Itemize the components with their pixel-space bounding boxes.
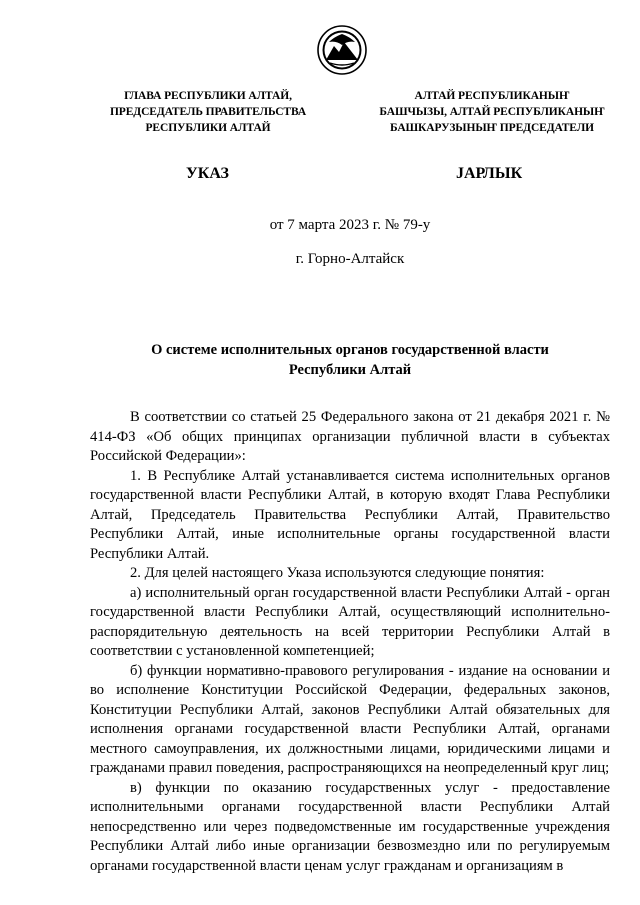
header-left	[88, 88, 328, 136]
header-left-line: ГЛАВА РЕСПУБЛИКИ АЛТАЙ,	[124, 90, 292, 102]
body-paragraph: в) функции по оказанию государственных услуг - предоставление исполнительными органами государственной власти Республики Алтай непосредственно или через подведомственные им государственные учреждения Республики Алтай либо иные организации безвозмездно или по регулируемым органами государственной власти ценам услуг гражданам и организациям в	[90, 779, 610, 874]
header-left-line: РЕСПУБЛИКИ АЛТАЙ	[145, 122, 271, 134]
body-paragraph: а) исполнительный орган государственной власти Республики Алтай - орган государственной власти Республики Алтай, осуществляющий исполнительно-распорядительную деятельность на всей территории Республики Алтай в соответствии с установленной компетенцией;	[90, 584, 610, 659]
decree-body	[90, 408, 610, 876]
body-paragraph: 1. В Республике Алтай устанавливается система исполнительных органов государственной власти Республики Алтай, в которую входят Глава Республики Алтай, Председатель Правительства Республики Алтай, Правительство Республики Алтай, иные исполнительные органы государственной власти Республики Алтай.	[90, 467, 610, 562]
header-right-line: БАШЧЫЗЫ, АЛТАЙ РЕСПУБЛИКАНЫҤ	[379, 106, 605, 118]
altai-emblem-icon	[317, 24, 367, 76]
decree-subject-line: О системе исполнительных органов государственной власти	[151, 342, 549, 358]
decree-title-altai: JАРЛЫК	[456, 165, 523, 182]
header-left-line: ПРЕДСЕДАТЕЛЬ ПРАВИТЕЛЬСТВА	[109, 106, 307, 118]
decree-subject-line: Республики Алтай	[288, 362, 412, 378]
decree-subject	[90, 340, 610, 380]
body-paragraph: б) функции нормативно-правового регулирования - издание на основании и во исполнение Конституции Российской Федерации, федеральных законов, Конституции Республики Алтай, законов Республики Алтай обязательных для исполнения органами государственной власти Республики Алтай, органами местного самоуправления, их должностными лицами, юридическими лицами и гражданами правил поведения, распространяющихся на неопределенный круг лиц;	[90, 662, 610, 776]
header-right-line: АЛТАЙ РЕСПУБЛИКАНЫҤ	[414, 90, 570, 102]
body-paragraph: 2. Для целей настоящего Указа используются следующие понятия:	[130, 565, 545, 581]
body-paragraph: В соответствии со статьей 25 Федерального закона от 21 декабря 2021 г. № 414-ФЗ «Об общих принципах организации публичной власти в субъектах Российской Федерации»:	[90, 409, 610, 464]
decree-title-russian: УКАЗ	[186, 165, 229, 182]
header-right	[372, 88, 612, 136]
decree-city: г. Горно-Алтайск	[295, 251, 405, 267]
header-right-line: БАШКАРУЗЫНЫҤ ПРЕДСЕДАТЕЛИ	[389, 122, 595, 134]
decree-date-number: от 7 марта 2023 г. № 79-у	[269, 217, 431, 233]
